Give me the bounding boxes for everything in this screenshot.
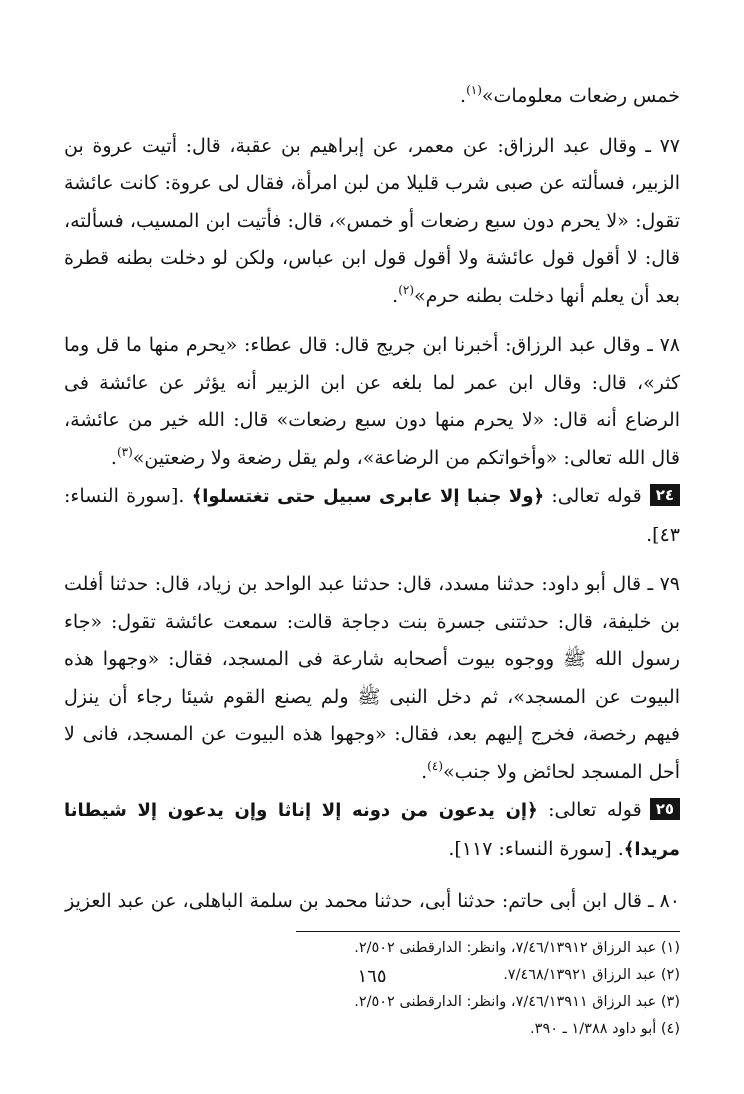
footnote-ref-4: (٤) (427, 758, 443, 773)
paragraph-continuation: خمس رضعات معلومات»$^{(١)}$. (460, 83, 680, 107)
footnote-item: (٤) أبو داود ١/٣٨٨ ـ ٣٩٠. (530, 1020, 680, 1037)
section-heading-24 (64, 477, 680, 554)
section-number-badge: ٢٤ (650, 484, 680, 506)
footnote-item: (٣) عبد الرزاق ٧/٤٦/١٣٩١١، وانظر: الدارقطنى ٢/٥٠٢. (354, 993, 680, 1010)
quran-verse: ﴿ولا جنبا إلا عابرى سبيل حتى تغتسلوا﴾ (191, 486, 545, 507)
footnote-divider (296, 931, 680, 932)
footnote-ref-2: (٢) (398, 282, 415, 297)
page-body (64, 78, 680, 1043)
quran-verse: ﴿إن يدعون من دونه إلا إناثا وإن يدعون إلا شيطانا مريدا﴾ (64, 800, 680, 860)
paragraph-79: ٧٩ ـ قال أبو داود: حدثنا مسدد، قال: حدثنا عبد الواحد بن زياد، قال: حدثنا أفلت بن خليفة، قال: حدثتنى جسرة بنت دجاجة قالت: سمعت عائشة تقول: «جاء رسول الله ﷺ ووجوه بيوت أصحابه شارعة فى المسجد، فقال: «وجهوا هذه البيوت عن المسجد»، ثم دخل النبى ﷺ ولم يصنع القوم شيئا رجاء أن ينزل فيهم رخصة، فخرج إليهم بعد، فقال: «وجهوا هذه البيوت عن المسجد، فانى لا أحل المسجد لحائض ولا جنب»$^{(٤)}$. (64, 573, 680, 783)
paragraph-78: ٧٨ ـ وقال عبد الرزاق: أخبرنا ابن جريج قال: قال عطاء: «يحرم منها ما قل وما كثر»، قال: وقال ابن عمر لما بلغه عن ابن الزبير أنه يؤثر عن عائشة فى الرضاع أنه قال: «لا يحرم منها دون سبع رضعات» قال: الله خير من عائشة، قال الله تعالى: «وأخواتكم من الرضاعة»، ولم يقل رضعة ولا رضعتين»$^{(٣)}$. (64, 334, 680, 469)
paragraph-80: ٨٠ ـ قال ابن أبى حاتم: حدثنا أبى، حدثنا محمد بن سلمة الباهلى، عن عبد العزيز (65, 890, 680, 912)
surah-reference: .[سورة النساء: ٤٣]. (64, 485, 680, 546)
footnote-item: (٢) عبد الرزاق ٧/٤٦٨/١٣٩٢١. (503, 966, 680, 983)
footnote-ref-3: (٣) (116, 444, 133, 459)
footnote-ref-1: (١) (466, 83, 482, 97)
page-number: ١٦٥ (357, 966, 387, 987)
heading-lead: قوله تعالى: (548, 799, 642, 821)
heading-lead: قوله تعالى: (551, 485, 642, 507)
section-number-badge: ٢٥ (650, 798, 680, 820)
footnote-item: (١) عبد الرزاق ٧/٤٦/١٣٩١٢، وانظر: الدارقطنى ٢/٥٠٢. (354, 939, 680, 956)
paragraph-77: ٧٧ ـ وقال عبد الرزاق: عن معمر، عن إبراهيم بن عقبة، قال: أتيت عروة بن الزبير، فسألته عن صبى شرب قليلا من لبن امرأة، فقال لى عروة: كانت عائشة تقول: «لا يحرم دون سبع رضعات أو خمس»، قال: فأتيت ابن المسيب، فسألته، قال: لا أقول قول عائشة ولا أقول قول ابن عباس، ولكن لو دخلت بطنه قطرة بعد أن يعلم أنها دخلت بطنه حرم»$^{(٢)}$. (64, 134, 680, 307)
section-heading-25 (64, 791, 680, 869)
surah-reference: . [سورة النساء: ١١٧]. (448, 838, 624, 860)
